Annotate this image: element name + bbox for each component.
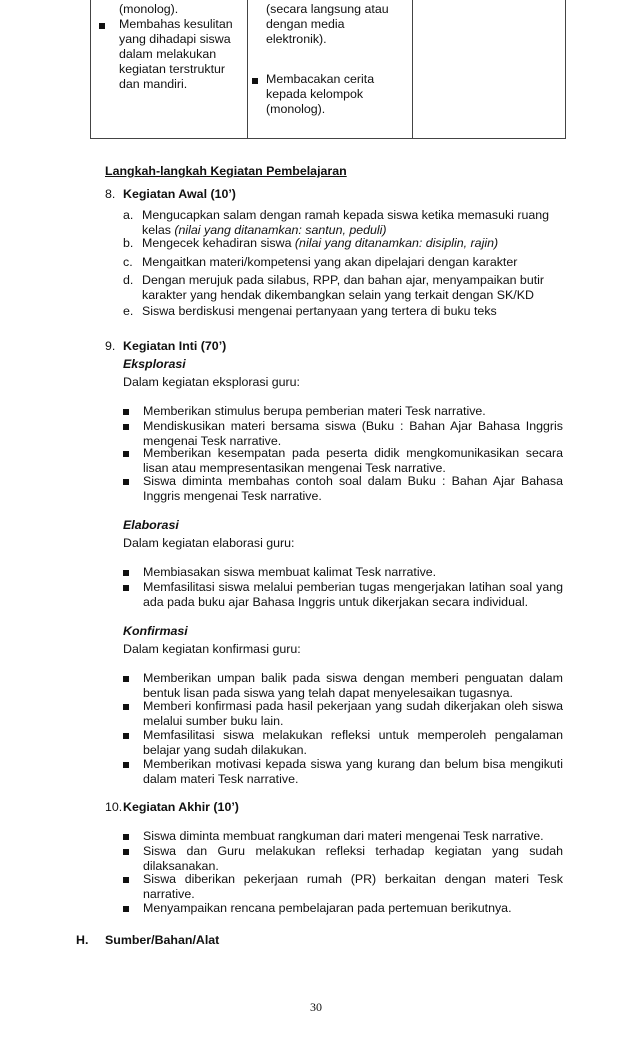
eksplorasi-item-3-text: Memberikan kesempatan pada peserta didik mengkomunikasikan secara lisan atau mempresentasikan mengenai Tesk narrative. xyxy=(143,446,563,475)
elaborasi-item-1-text: Membiasakan siswa membuat kalimat Tesk narrative. xyxy=(143,565,437,579)
item-number: 10. xyxy=(105,800,123,814)
konfirmasi-item-3-text: Memfasilitasi siswa melakukan refleksi untuk memperoleh pengalaman belajar yang sudah dilakukan. xyxy=(143,728,563,757)
bullet-square-icon xyxy=(123,733,129,739)
section-heading: Langkah-langkah Kegiatan Pembelajaran xyxy=(105,164,347,178)
bullet-square-icon xyxy=(123,479,129,485)
bullet-square-icon xyxy=(123,409,129,415)
item-number: 8. xyxy=(105,187,116,201)
cell-2-continuation: (secara langsung atau dengan media elektronik). xyxy=(266,2,389,46)
awal-item-e: Siswa berdiskusi mengenai pertanyaan yang tertera di buku teks xyxy=(142,304,497,318)
cell-1-bullet-text: Membahas kesulitan yang dihadapi siswa dalam melakukan kegiatan terstruktur dan mandiri. xyxy=(119,17,233,91)
bullet-square-icon xyxy=(123,762,129,768)
eksplorasi-item-1-text: Memberikan stimulus berupa pemberian materi Tesk narrative. xyxy=(143,404,486,418)
bullet-square-icon xyxy=(123,676,129,682)
bullet-square-icon xyxy=(123,424,129,430)
konfirmasi-intro: Dalam kegiatan konfirmasi guru: xyxy=(123,642,301,656)
eksplorasi-item-2-text: Mendiskusikan materi bersama siswa (Buku : Bahan Ajar Bahasa Inggris mengenai Tesk narrative. xyxy=(143,419,563,448)
kegiatan-awal-title: Kegiatan Awal (10’) xyxy=(123,187,236,201)
awal-item-b-text: Mengecek kehadiran siswa xyxy=(142,236,292,250)
elaborasi-item-2-text: Memfasilitasi siswa melalui pemberian tugas mengerjakan latihan soal yang ada pada buku ajar Bahasa Inggris untuk dikerjakan secara individual. xyxy=(143,580,563,609)
awal-letter-e: e. xyxy=(123,304,134,318)
bullet-square-icon xyxy=(123,704,129,710)
awal-letter-c: c. xyxy=(123,255,133,269)
table-cell-2 xyxy=(248,0,412,138)
kegiatan-inti-title: Kegiatan Inti (70’) xyxy=(123,339,227,353)
awal-item-a-note: (nilai yang ditanamkan: santun, peduli) xyxy=(174,223,387,237)
bullet-square-icon xyxy=(123,451,129,457)
cell-1-continuation: (monolog). xyxy=(119,2,179,16)
bullet-square-icon xyxy=(252,78,258,84)
eksplorasi-item-4-text: Siswa diminta membahas contoh soal dalam Buku : Bahan Ajar Bahasa Inggris mengenai Tesk narrative. xyxy=(143,474,563,503)
awal-item-d: Dengan merujuk pada silabus, RPP, dan bahan ajar, menyampaikan butir karakter yang hendak dikembangkan selain yang terkait dengan SK/KD xyxy=(142,273,545,302)
section-h-letter: H. xyxy=(76,933,89,947)
table-cell-1 xyxy=(91,0,247,138)
akhir-item-3-text: Siswa diberikan pekerjaan rumah (PR) berkaitan dengan materi Tesk narrative. xyxy=(143,872,563,901)
elaborasi-title: Elaborasi xyxy=(123,518,179,532)
bullet-square-icon xyxy=(123,877,129,883)
konfirmasi-item-2-text: Memberi konfirmasi pada hasil pekerjaan yang sudah dikerjakan oleh siswa melalui sumber buku lain. xyxy=(143,699,563,728)
page-number: 30 xyxy=(310,1000,322,1014)
eksplorasi-title: Eksplorasi xyxy=(123,357,186,371)
item-number: 9. xyxy=(105,339,116,353)
bullet-square-icon xyxy=(123,849,129,855)
akhir-item-2-text: Siswa dan Guru melakukan refleksi terhadap kegiatan yang sudah dilaksanakan. xyxy=(143,844,563,873)
konfirmasi-title: Konfirmasi xyxy=(123,624,188,638)
bullet-square-icon xyxy=(123,585,129,591)
konfirmasi-item-1-text: Memberikan umpan balik pada siswa dengan memberi penguatan dalam bentuk lisan pada siswa yang telah dapat menyelesaikan tugasnya. xyxy=(143,671,563,700)
elaborasi-intro: Dalam kegiatan elaborasi guru: xyxy=(123,536,295,550)
awal-item-a-text: Mengucapkan salam dengan ramah kepada siswa ketika memasuki ruang kelas xyxy=(142,208,550,237)
awal-item-a xyxy=(142,208,563,238)
bullet-square-icon xyxy=(99,23,105,29)
akhir-item-4-text: Menyampaikan rencana pembelajaran pada pertemuan berikutnya. xyxy=(143,901,512,915)
awal-letter-d: d. xyxy=(123,273,134,287)
bullet-square-icon xyxy=(123,834,129,840)
awal-item-b-note: (nilai yang ditanamkan: disiplin, rajin) xyxy=(294,236,499,250)
awal-letter-b: b. xyxy=(123,236,134,250)
eksplorasi-intro: Dalam kegiatan eksplorasi guru: xyxy=(123,375,301,389)
bullet-square-icon xyxy=(123,570,129,576)
awal-item-c: Mengaitkan materi/kompetensi yang akan dipelajari dengan karakter xyxy=(142,255,518,269)
cell-2-bullet-text: Membacakan cerita kepada kelompok (monolog). xyxy=(266,72,375,116)
awal-letter-a: a. xyxy=(123,208,134,222)
konfirmasi-item-4-text: Memberikan motivasi kepada siswa yang kurang dan belum bisa mengikuti dalam materi Tesk narrative. xyxy=(143,757,563,786)
akhir-item-1-text: Siswa diminta membuat rangkuman dari materi mengenai Tesk narrative. xyxy=(143,829,544,843)
bullet-square-icon xyxy=(123,906,129,912)
section-h-title: Sumber/Bahan/Alat xyxy=(105,933,220,947)
table-cell-3 xyxy=(413,0,565,138)
awal-item-b xyxy=(142,236,563,251)
kegiatan-akhir-title: Kegiatan Akhir (10’) xyxy=(123,800,239,814)
continuation-table xyxy=(90,0,566,139)
